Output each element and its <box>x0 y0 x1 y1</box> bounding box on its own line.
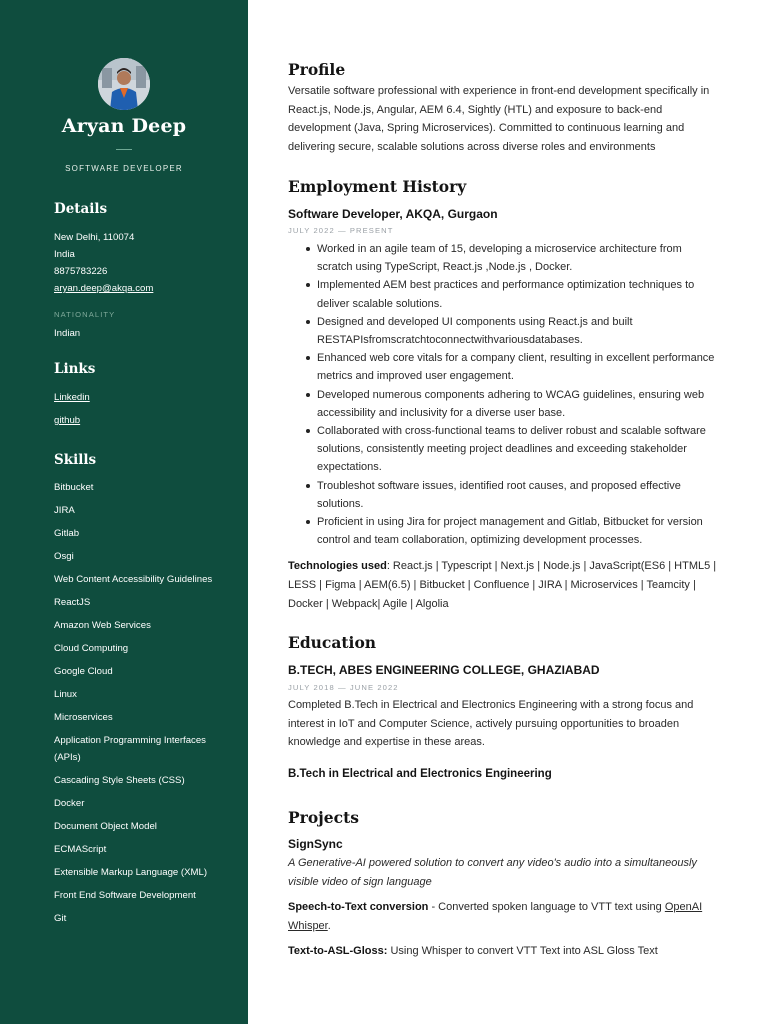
project-line2-label: Text-to-ASL-Gloss: <box>288 945 388 957</box>
links-section <box>54 361 234 429</box>
employment-bullet: Designed and developed UI components using React.js and built RESTAPIsfromscratchtoconnectwithvariousdatabases. <box>288 313 720 349</box>
project-line-speech-to-text <box>288 898 720 935</box>
skill-item: Gitlab <box>54 528 80 539</box>
employment-bullet: Collaborated with cross-functional teams to deliver robust and scalable software solutions, consistently meeting project deadlines and exceeding stakeholder expectations. <box>288 422 720 477</box>
sidebar <box>0 0 248 1024</box>
person-photo-icon <box>98 58 150 110</box>
employment-bullet: Proficient in using Jira for project management and Gitlab, Bitbucket for version control and team collaboration, optimizing development processes. <box>288 513 720 549</box>
details-section <box>54 201 234 342</box>
skill-item: Document Object Model <box>54 820 157 832</box>
project-line1-text: - Converted spoken language to VTT text using <box>428 901 665 913</box>
employment-bullets <box>288 240 720 549</box>
email-link[interactable]: aryan.deep@akqa.com <box>54 283 154 294</box>
employment-dates: JULY 2022 — PRESENT <box>288 226 394 235</box>
details-country: India <box>54 249 75 260</box>
profile-text: Versatile software professional with experience in front-end development specifically in React.js, Node.js, Angular, AEM 6.4, Sightly (HTL) and exposure to back-end development (Java, Spring Microservices). Committed to continuous learning and delivering secure, scalable solutions across diverse roles and environments <box>288 85 710 153</box>
details-heading: Details <box>54 201 108 217</box>
person-name: Aryan Deep <box>61 115 187 137</box>
technologies-list: : React.js | Typescript | Next.js | Node.js | JavaScript(ES6 | HTML5 | LESS | Figma | AEM(6.5) | Bitbucket | Confluence | JIRA | Microservices | Teamcity | Docker | Webpack| Agile | Algolia <box>288 560 717 610</box>
projects-heading: Projects <box>288 808 359 827</box>
job-title: SOFTWARE DEVELOPER <box>65 164 183 173</box>
project-line2-text: Using Whisper to convert VTT Text into ASL Gloss Text <box>387 945 658 957</box>
profile-heading: Profile <box>288 60 346 79</box>
education-degree: B.Tech in Electrical and Electronics Engineering <box>288 768 552 780</box>
technologies-used <box>288 557 720 613</box>
technologies-label: Technologies used <box>288 560 387 572</box>
project-line1-end: . <box>327 919 331 932</box>
education-heading: Education <box>288 633 377 652</box>
profile-photo <box>98 58 150 110</box>
skill-item: Docker <box>54 797 85 809</box>
employment-bullet: Enhanced web core vitals for a company client, resulting in excellent performance metrics and improved user engagement. <box>288 349 720 385</box>
project-name: SignSync <box>288 837 343 851</box>
skill-item: Microservices <box>54 712 113 723</box>
project-description: A Generative-AI powered solution to convert any video's audio into a simultaneously visible video of sign language <box>288 857 697 888</box>
skill-item: ReactJS <box>54 597 91 608</box>
project-line1-label: Speech-to-Text conversion <box>288 901 429 913</box>
skill-item: ECMAScript <box>54 843 107 855</box>
employment-bullet: Worked in an agile team of 15, developing a microservice architecture from scratch using TypeScript, React.js ,Node.js , Docker. <box>288 240 720 276</box>
employment-job-title: Software Developer, AKQA, Gurgaon <box>288 207 498 221</box>
employment-bullet: Developed numerous components adhering to WCAG guidelines, ensuring web accessibility and inclusivity for a diverse user base. <box>288 386 720 422</box>
project-line-text-to-asl <box>288 942 720 961</box>
skill-item: Extensible Markup Language (XML) <box>54 866 208 878</box>
skill-item: Front End Software Development <box>54 889 196 901</box>
skill-item: Google Cloud <box>54 666 113 677</box>
employment-bullet: Troubleshot software issues, identified root causes, and proposed effective solutions. <box>288 477 720 513</box>
education-school: B.TECH, ABES ENGINEERING COLLEGE, GHAZIABAD <box>288 663 600 677</box>
skill-item: Linux <box>54 689 77 700</box>
openai-whisper-link[interactable]: OpenAI Whisper <box>288 901 703 932</box>
skill-item: JIRA <box>54 505 75 516</box>
skill-item: Application Programming Interfaces (APIs) <box>54 735 206 763</box>
name-divider <box>116 149 132 150</box>
details-city: New Delhi, 110074 <box>54 232 135 243</box>
nationality-value: Indian <box>54 328 81 339</box>
linkedin-link[interactable]: Linkedin <box>54 392 90 403</box>
employment-heading: Employment History <box>288 177 467 196</box>
skills-list <box>54 480 234 927</box>
nationality-label: NATIONALITY <box>54 310 116 319</box>
skill-item: Osgi <box>54 551 74 562</box>
skill-item: Amazon Web Services <box>54 620 151 631</box>
education-text: Completed B.Tech in Electrical and Electronics Engineering with a strong focus and interest in IoT and Computer Science, actively pursuing opportunities to broaden knowledge and expertise in these areas. <box>288 699 694 749</box>
skills-section <box>54 452 234 934</box>
skill-item: Web Content Accessibility Guidelines <box>54 574 213 585</box>
skill-item: Cascading Style Sheets (CSS) <box>54 774 185 786</box>
skill-item: Cloud Computing <box>54 643 129 654</box>
links-heading: Links <box>54 361 96 377</box>
details-phone: 8875783226 <box>54 266 108 277</box>
github-link[interactable]: github <box>54 415 81 426</box>
skill-item: Git <box>54 912 67 924</box>
education-dates: JULY 2018 — JUNE 2022 <box>288 683 399 692</box>
skill-item: Bitbucket <box>54 482 94 493</box>
employment-bullet: Implemented AEM best practices and performance optimization techniques to deliver scalable solutions. <box>288 276 720 312</box>
skills-heading: Skills <box>54 452 97 468</box>
